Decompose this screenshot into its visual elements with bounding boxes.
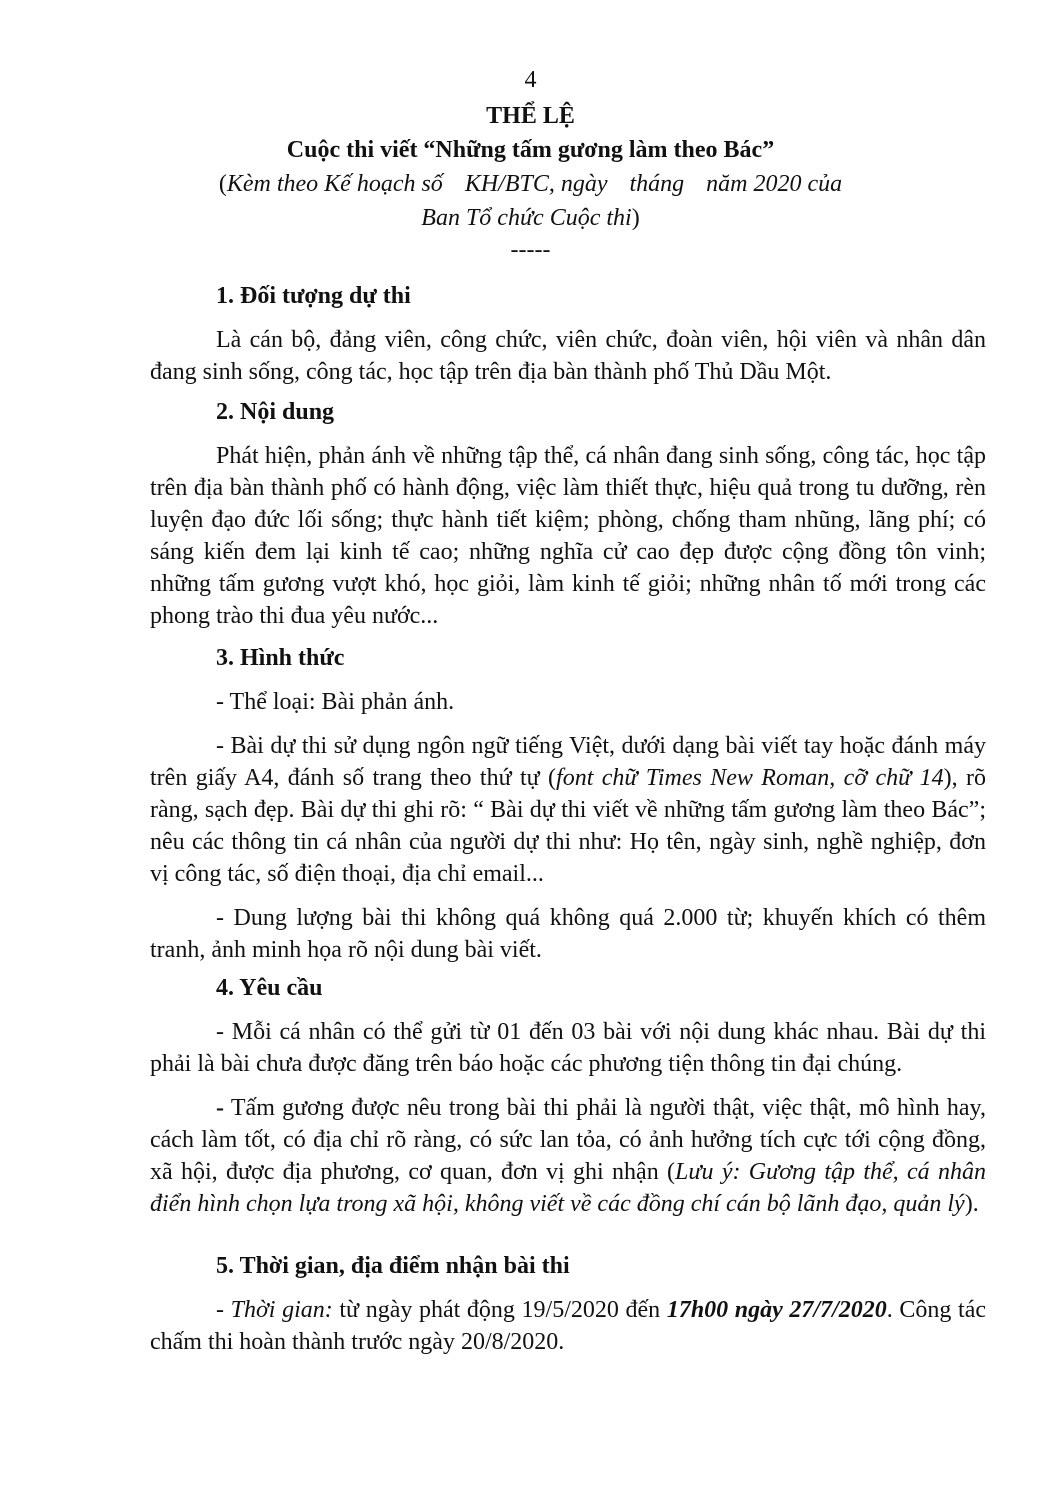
attachment-text-c: tháng <box>629 171 685 197</box>
attachment-line2-text: Ban Tổ chức Cuộc thi <box>421 205 632 231</box>
attachment-text-a: Kèm theo Kế hoạch số <box>226 171 443 197</box>
item-2-note: Lưu ý: Gương tập thể, cá nhân điển hình chọn lựa trong xã hội, không viết về các đồng chí cán bộ lãnh đạo, quản lý <box>150 1159 987 1217</box>
section-4-item-2 <box>150 1092 986 1220</box>
format-text-a: - Bài dự thi sử dụng ngôn ngữ tiếng Việt, dưới dạng bài viết tay hoặc đánh máy trên giấy A4, đánh số trang theo thứ tự ( <box>150 733 986 791</box>
section-3 <box>150 642 986 966</box>
item-dash: - <box>216 1095 224 1121</box>
attachment-text-d: năm 2020 của <box>706 171 843 197</box>
section-4-item-1: - Mỗi cá nhân có thể gửi từ 01 đến 03 bài với nội dung khác nhau. Bài dự thi phải là bài chưa được đăng trên báo hoặc các phương tiện thông tin đại chúng. <box>150 1019 986 1077</box>
section-4-heading: 4. Yêu cầu <box>216 975 323 1001</box>
item-2-text-a: Tấm gương được nêu trong bài thi phải là người thật, việc thật, mô hình hay, cách làm tốt, có địa chỉ rõ ràng, có sức lan tỏa, có ảnh hưởng tích cực tới cộng đồng, xã hội, được địa phương, cơ quan, đơn vị ghi nhận ( <box>150 1095 986 1185</box>
time-text-b: từ ngày phát động 19/5/2020 đến <box>332 1297 667 1323</box>
time-text-d: . Công tác chấm thi hoàn thành trước ngày 20/8/2020. <box>150 1297 987 1355</box>
section-5 <box>150 1250 986 1358</box>
format-font-note: font chữ Times New Roman, cỡ chữ 14 <box>556 765 944 791</box>
section-2-heading: 2. Nội dung <box>216 399 335 425</box>
time-deadline: 17h00 ngày 27/7/2020 <box>666 1297 887 1323</box>
item-2-text-c: ). <box>964 1191 979 1217</box>
section-3-item-length: - Dung lượng bài thi không quá không quá 2.000 từ; khuyến khích có thêm tranh, ảnh minh họa rõ nội dung bài viết. <box>150 905 986 963</box>
section-5-heading: 5. Thời gian, địa điểm nhận bài thi <box>216 1253 570 1279</box>
section-1 <box>150 280 986 388</box>
attachment-note-line2 <box>0 202 1061 234</box>
section-5-item-time <box>150 1294 986 1358</box>
document-subtitle: Cuộc thi viết “Những tấm gương làm theo Bác” <box>286 137 775 163</box>
section-1-heading: 1. Đối tượng dự thi <box>216 283 411 309</box>
header-divider: ----- <box>510 237 551 263</box>
section-3-item-genre: - Thể loại: Bài phản ánh. <box>216 689 455 715</box>
document-title: THỂ LỆ <box>486 103 575 129</box>
time-label: - Thời gian: <box>216 1297 333 1323</box>
paren-close: ) <box>631 205 640 231</box>
section-1-paragraph: Là cán bộ, đảng viên, công chức, viên chức, đoàn viên, hội viên và nhân dân đang sinh sống, công tác, học tập trên địa bàn thành phố Thủ Dầu Một. <box>150 327 986 385</box>
page-number: 4 <box>524 67 537 93</box>
section-3-heading: 3. Hình thức <box>216 645 345 671</box>
section-4 <box>150 972 986 1220</box>
attachment-text-b: KH/BTC, ngày <box>464 171 608 197</box>
section-3-item-format <box>150 730 986 890</box>
attachment-note-line1 <box>0 168 1061 200</box>
section-2-paragraph: Phát hiện, phản ánh về những tập thể, cá nhân đang sinh sống, công tác, học tập trên địa bàn thành phố có hành động, việc làm thiết thực, hiệu quả trong tu dưỡng, rèn luyện đạo đức lối sống; thực hành tiết kiệm; phòng, chống tham nhũng, lãng phí; có sáng kiến đem lại kinh tế cao; những nghĩa cử cao đẹp được cộng đồng tôn vinh; những tấm gương vượt khó, học giỏi, làm kinh tế giỏi; những nhân tố mới trong các phong trào thi đua yêu nước... <box>150 443 986 629</box>
section-2 <box>150 396 986 632</box>
format-text-c: ), rõ ràng, sạch đẹp. Bài dự thi ghi rõ: “ Bài dự thi viết về những tấm gương làm theo Bác”; nêu các thông tin cá nhân của người dự thi như: Họ tên, ngày sinh, nghề nghiệp, đơn vị công tác, số điện thoại, địa chỉ email... <box>150 765 987 887</box>
paren-open: ( <box>218 171 227 197</box>
